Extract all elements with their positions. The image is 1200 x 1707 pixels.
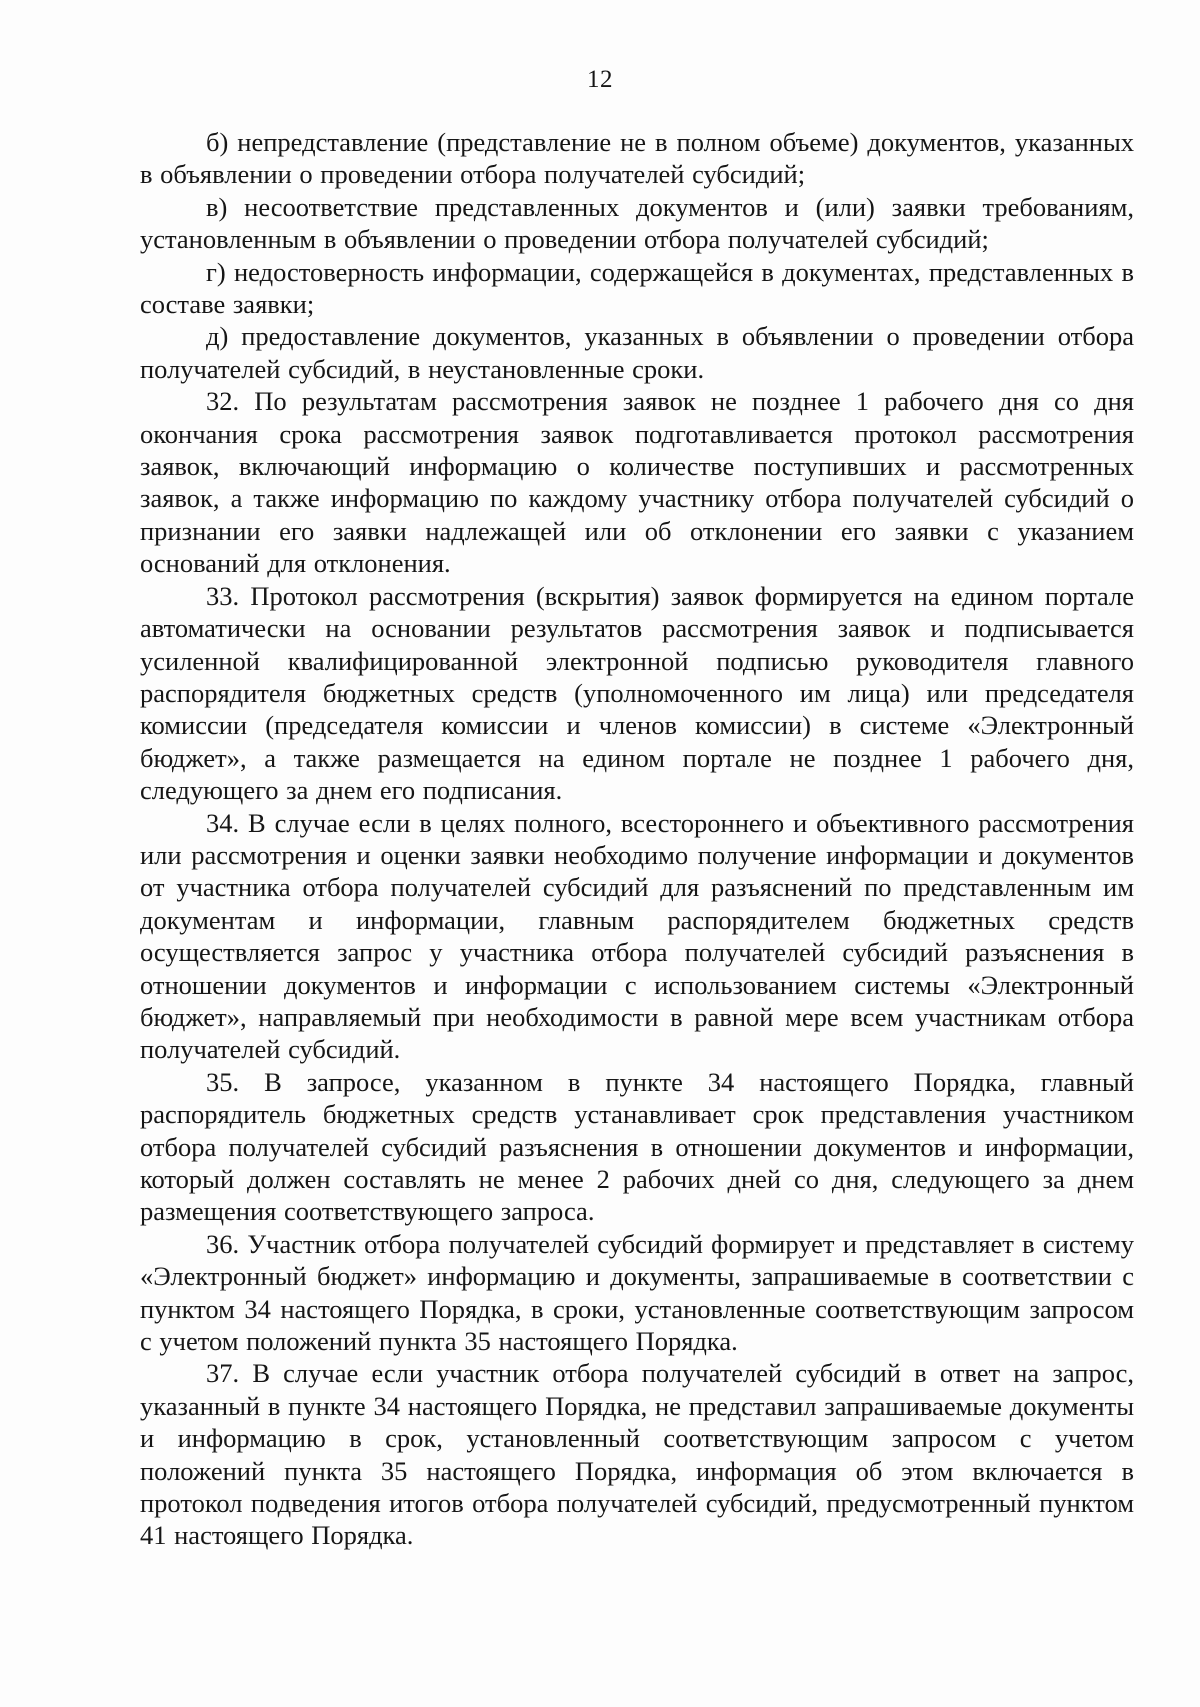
paragraph-v: в) несоответствие представленных документов и (или) заявки требованиям, установленным в объявлении о проведении отбора получателей субсидий; (140, 191, 1134, 255)
paragraph-g: г) недостоверность информации, содержащейся в документах, представленных в составе заявки; (140, 256, 1134, 320)
paragraph-36: 36. Участник отбора получателей субсидий формирует и представляет в систему «Электронный бюджет» информацию и документы, запрашиваемые в соответствии с пунктом 34 настоящего Порядка, в сроки, установленные соответствующим запросом с учетом положений пункта 35 настоящего Порядка. (140, 1228, 1134, 1357)
paragraph-37: 37. В случае если участник отбора получателей субсидий в ответ на запрос, указанный в пункте 34 настоящего Порядка, не представил запрашиваемые документы и информацию в срок, установленный соответствующим запросом с учетом положений пункта 35 настоящего Порядка, информация об этом включается в протокол подведения итогов отбора получателей субсидий, предусмотренный пунктом 41 настоящего Порядка. (140, 1358, 1134, 1551)
page-number: 12 (587, 66, 613, 93)
paragraph-33: 33. Протокол рассмотрения (вскрытия) заявок формируется на едином портале автоматически на основании результатов рассмотрения заявок и подписывается усиленной квалифицированной электронной подписью руководителя главного распорядителя бюджетных средств (уполномоченного им лица) или председателя комиссии (председателя комиссии и членов комиссии) в системе «Электронный бюджет», а также размещается на едином портале не позднее 1 рабочего дня, следующего за днем его подписания. (140, 580, 1134, 806)
paragraph-b: б) непредставление (представление не в полном объеме) документов, указанных в объявлении о проведении отбора получателей субсидий; (140, 127, 1134, 190)
paragraph-35: 35. В запросе, указанном в пункте 34 настоящего Порядка, главный распорядитель бюджетных средств устанавливает срок представления участником отбора получателей субсидий разъяснения в отношении документов и информации, который должен составлять не менее 2 рабочих дней со дня, следующего за днем размещения соответствующего запроса. (140, 1066, 1134, 1227)
paragraph-34: 34. В случае если в целях полного, всестороннего и объективного рассмотрения или рассмотрения и оценки заявки необходимо получение информации и документов от участника отбора получателей субсидий для разъяснений по представленным им документам и информации, главным распорядителем бюджетных средств осуществляется запрос у участника отбора получателей субсидий разъяснения в отношении документов и информации с использованием системы «Электронный бюджет», направляемый при необходимости в равной мере всем участникам отбора получателей субсидий. (140, 807, 1134, 1065)
document-body (140, 126, 1134, 1552)
paragraph-32: 32. По результатам рассмотрения заявок не позднее 1 рабочего дня со дня окончания срока рассмотрения заявок подготавливается протокол рассмотрения заявок, включающий информацию о количестве поступивших и рассмотренных заявок, а также информацию по каждому участнику отбора получателей субсидий о признании его заявки надлежащей или об отклонении его заявки с указанием оснований для отклонения. (140, 386, 1134, 579)
paragraph-d: д) предоставление документов, указанных в объявлении о проведении отбора получателей субсидий, в неустановленные сроки. (140, 321, 1134, 384)
